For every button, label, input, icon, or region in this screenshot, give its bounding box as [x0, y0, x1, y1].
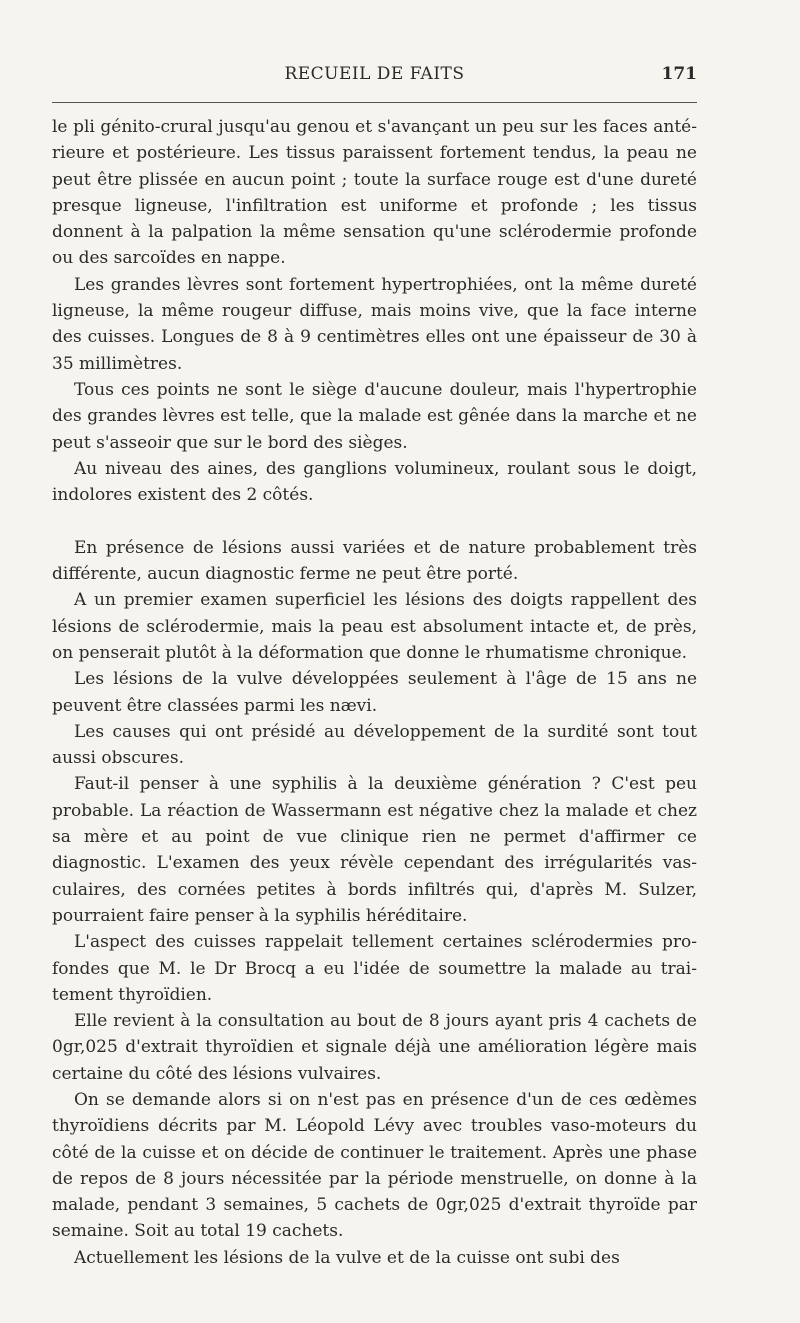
- paragraph: Les causes qui ont présidé au développement de la surdité sont tout aussi obscures.: [52, 721, 697, 769]
- body-text: [52, 114, 697, 1271]
- paragraph: Actuellement les lésions de la vulve et de la cuisse ont subi des: [74, 1247, 620, 1268]
- page-number: 171: [661, 64, 697, 84]
- paragraph: On se demande alors si on n'est pas en présence d'un de ces œdèmes thyroïdiens décrits par M. Léopold Lévy avec troubles vaso-moteurs du côté de la cuisse et on décide de continuer le traitement. Après une phase de repos de 8 jours nécessitée par la période menstruelle, on donne à la malade, pendant 3 semaines, 5 cachets de 0gr,025 d'extrait thyroïde par semaine. Soit au total 19 cachets.: [52, 1089, 697, 1242]
- paragraph: En présence de lésions aussi variées et de nature probablement très différente, aucun diagnostic ferme ne peut être porté.: [52, 537, 697, 585]
- paragraph: Les grandes lèvres sont fortement hypertrophiées, ont la même dureté ligneuse, la même rougeur diffuse, mais moins vive, que la face interne des cuisses. Longues de 8 à 9 centimètres elles ont une épaisseur de 30 à 35 millimètres.: [52, 274, 697, 374]
- paragraph: Au niveau des aines, des ganglions volumineux, roulant sous le doigt, indolores existent des 2 côtés.: [52, 458, 697, 506]
- paragraph: Les lésions de la vulve développées seulement à l'âge de 15 ans ne peuvent être classées parmi les nævi.: [52, 669, 697, 716]
- running-title: RECUEIL DE FAITS: [284, 64, 465, 84]
- paragraph: A un premier examen superficiel les lésions des doigts rappellent des lésions de sclérodermie, mais la peau est absolument intacte et, de près, on penserait plutôt à la déformation que donne le rhumatisme chronique.: [52, 590, 697, 663]
- header-rule: [52, 102, 697, 103]
- paragraph: Faut-il penser à une syphilis à la deuxième génération ? C'est peu probable. La réaction de Wassermann est négative chez la malade et chez sa mère et au point de vue clinique rien ne permet d'affirmer ce diagnostic. L'examen des yeux révèle cependant des irrégularités vasculaires, des cornées petites à bords infiltrés qui, d'après M. Sulzer, pourraient faire penser à la syphilis héréditaire.: [52, 774, 697, 926]
- paragraph-continuation: le pli génito-crural jusqu'au genou et s'avançant un peu sur les faces antérieure et postérieure. Les tissus paraissent fortement tendus, la peau ne peut être plissée en aucun point ; toute la surface rouge est d'une dureté presque ligneuse, l'infiltration est uniforme et profonde ; les tissus donnent à la palpation la même sensation qu'une sclérodermie profonde ou des sarcoïdes en nappe.: [52, 117, 697, 269]
- paragraph: Elle revient à la consultation au bout de 8 jours ayant pris 4 cachets de 0gr,025 d'extrait thyroïdien et signale déjà une amélioration légère mais certaine du côté des lésions vulvaires.: [52, 1011, 697, 1084]
- paragraph: Tous ces points ne sont le siège d'aucune douleur, mais l'hypertrophie des grandes lèvres est telle, que la malade est gênée dans la marche et ne peut s'asseoir que sur le bord des sièges.: [52, 379, 697, 453]
- paragraph: L'aspect des cuisses rappelait tellement certaines sclérodermies profondes que M. le Dr Brocq a eu l'idée de soumettre la malade au traitement thyroïdien.: [52, 932, 697, 1005]
- running-header: [52, 64, 697, 92]
